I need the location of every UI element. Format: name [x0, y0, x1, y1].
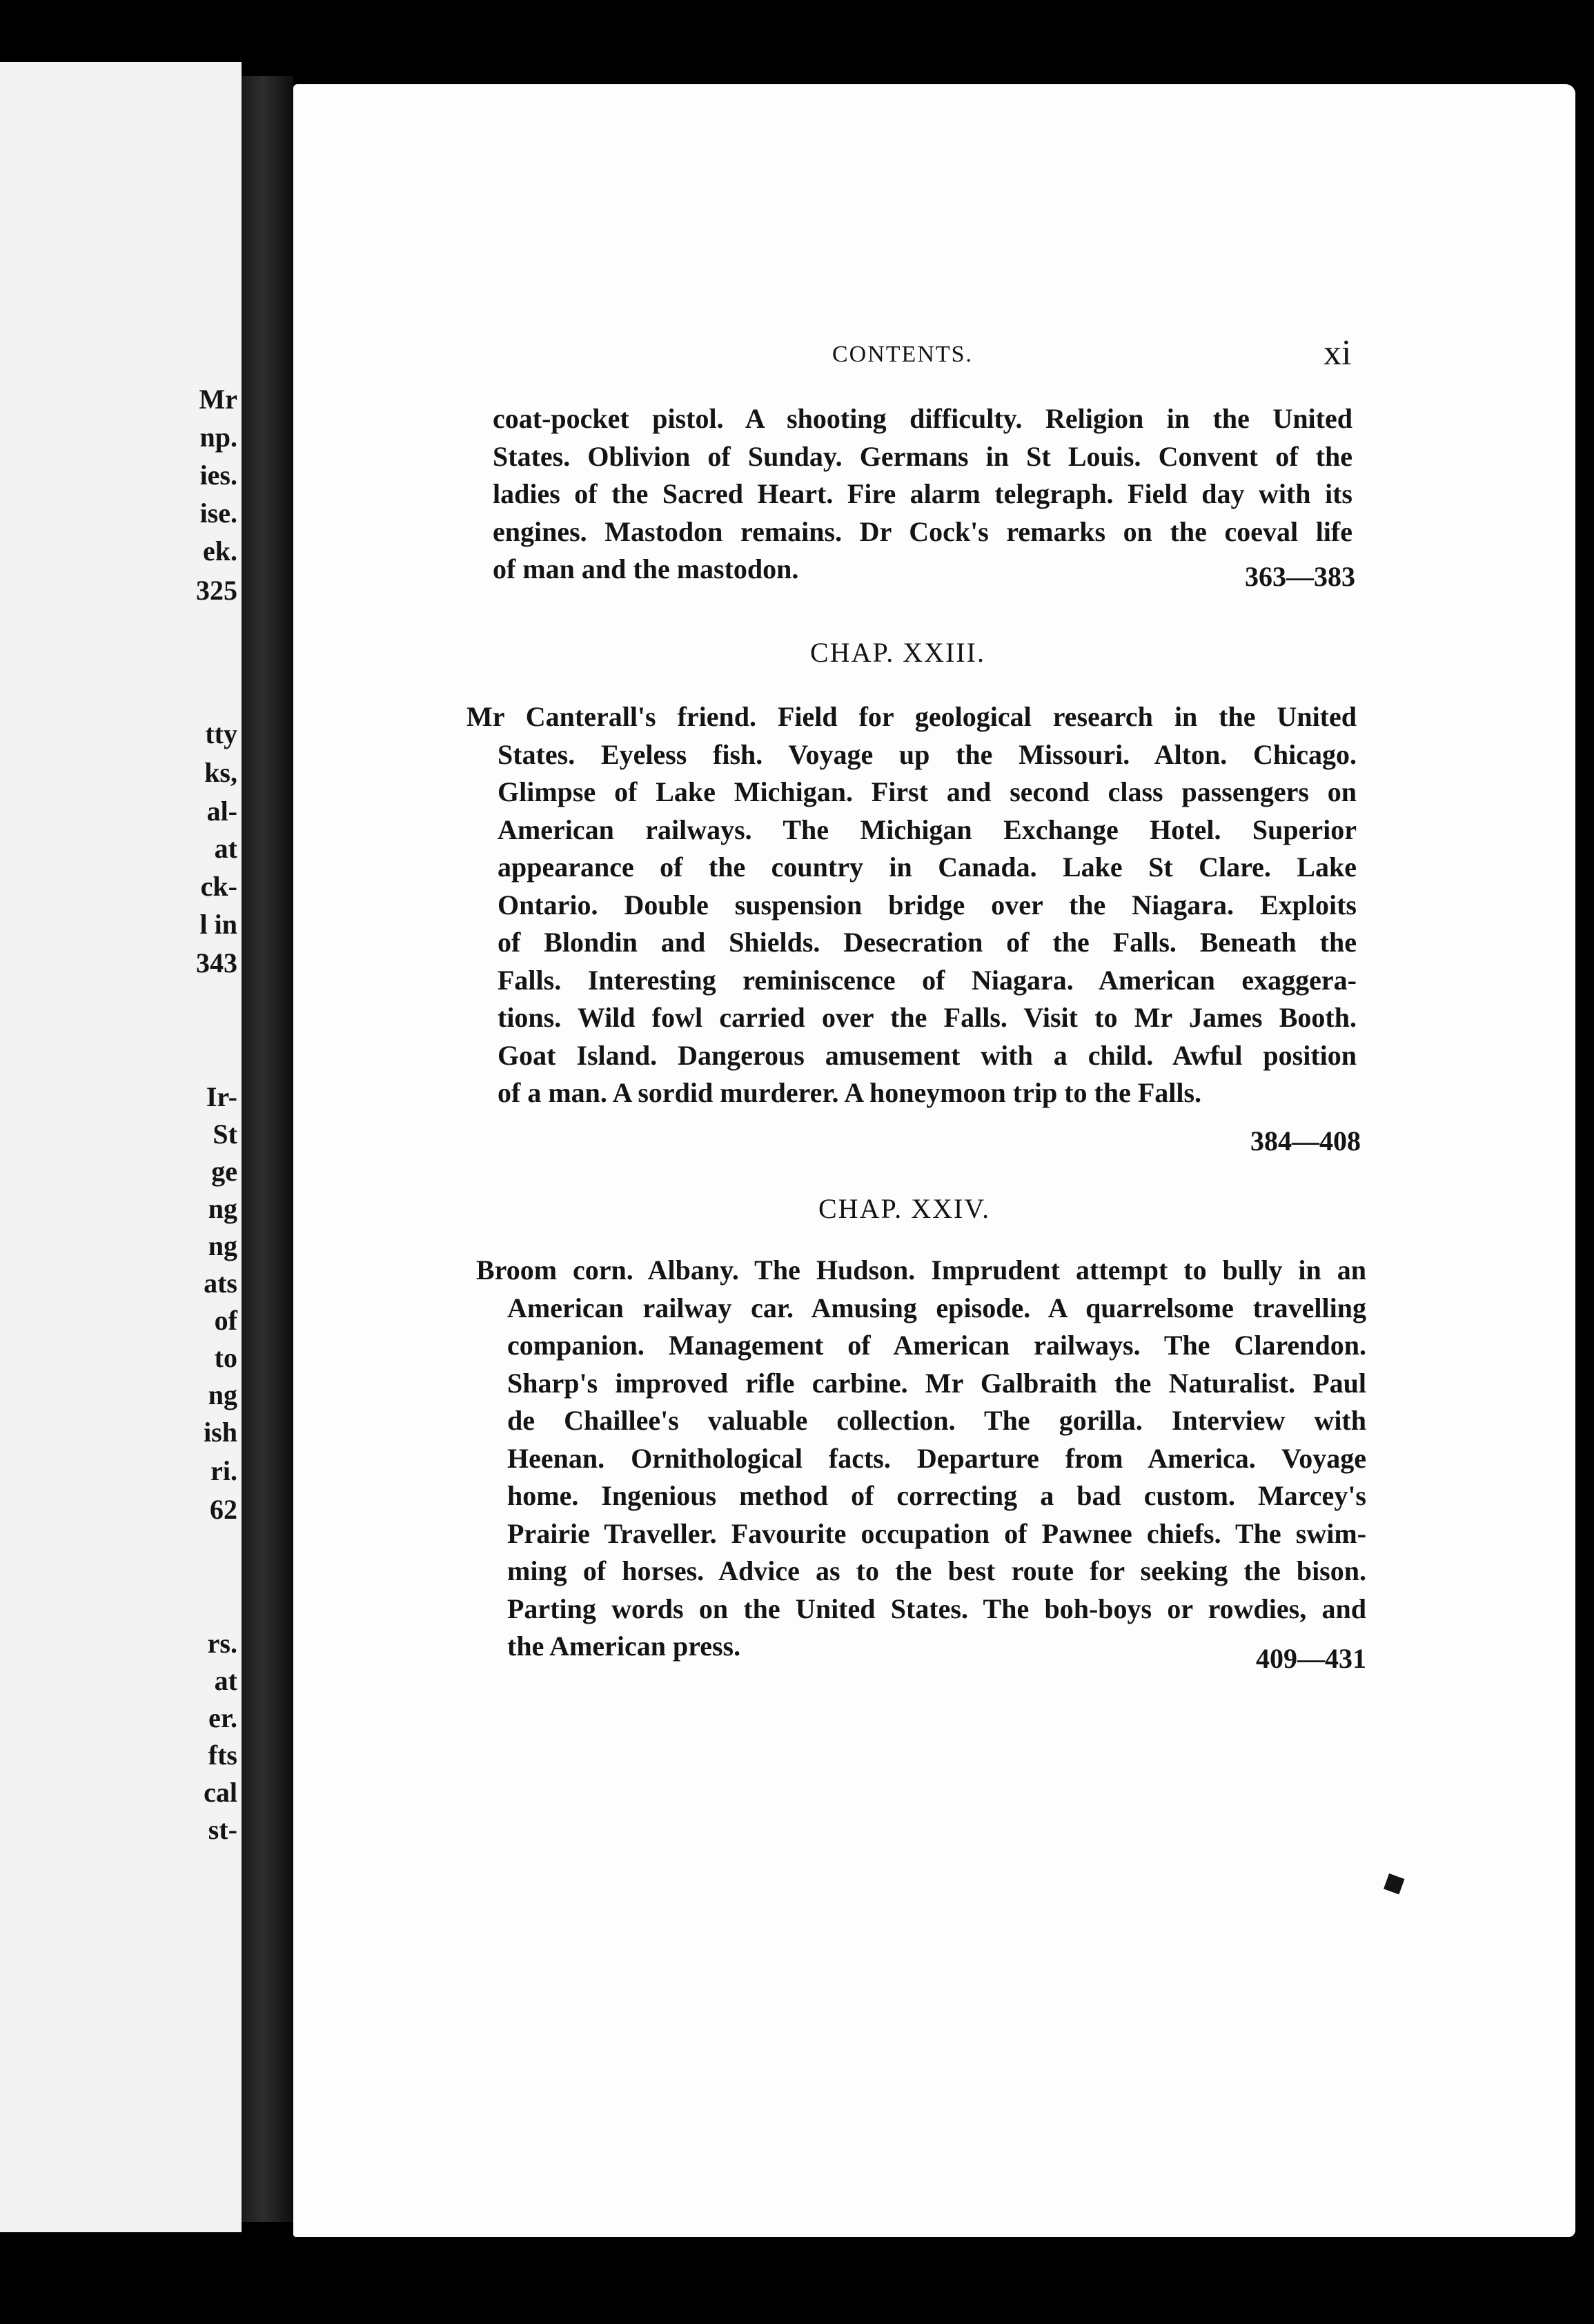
chapter-summary	[466, 698, 1357, 1112]
running-header: CONTENTS.	[832, 342, 974, 367]
summary-line: companion. Management of American railways. The Clarendon.	[507, 1330, 1366, 1361]
facing-page-text-fragment: rs.	[207, 1628, 237, 1659]
facing-page-text-fragment: 62	[210, 1494, 237, 1525]
summary-line: Glimpse of Lake Michigan. First and second class passengers on	[498, 776, 1357, 807]
facing-page-text-fragment: Mr	[199, 384, 237, 415]
summary-line: American railway car. Amusing episode. A quarrelsome travelling	[507, 1292, 1366, 1323]
facing-page-text-fragment: ri.	[210, 1455, 237, 1486]
chapter-heading: CHAP. XXIV.	[818, 1193, 991, 1224]
facing-page-text-fragment: ek.	[203, 535, 237, 567]
summary-line: of man and the mastodon.	[493, 553, 799, 584]
summary-line: States. Oblivion of Sunday. Germans in St Louis. Convent of the	[493, 440, 1352, 472]
summary-line: Ontario. Double suspension bridge over the Niagara. Exploits	[498, 889, 1357, 920]
chapter-summary	[493, 400, 1352, 589]
facing-page-text-fragment: ish	[204, 1417, 237, 1448]
facing-page-text-fragment: at	[214, 1665, 237, 1696]
summary-line: Broom corn. Albany. The Hudson. Imprudent attempt to bully in an	[476, 1254, 1366, 1286]
summary-line: the American press.	[507, 1631, 741, 1662]
summary-line: Prairie Traveller. Favourite occupation of Pawnee chiefs. The swim-	[507, 1517, 1366, 1549]
summary-line: American railways. The Michigan Exchange Hotel. Superior	[498, 814, 1357, 845]
chapter-summary	[476, 1252, 1366, 1666]
facing-page-text-fragment: al-	[206, 796, 237, 827]
summary-line: States. Eyeless fish. Voyage up the Missouri. Alton. Chicago.	[498, 738, 1357, 770]
facing-page-text-fragment: st-	[208, 1814, 237, 1845]
summary-line: Falls. Interesting reminiscence of Niagara. American exaggera-	[498, 964, 1357, 996]
facing-page-text-fragment: ge	[211, 1156, 237, 1187]
summary-line: Heenan. Ornithological facts. Departure from America. Voyage	[507, 1442, 1366, 1474]
facing-page-text-fragment: ng	[208, 1379, 237, 1410]
summary-line: Sharp's improved rifle carbine. Mr Galbraith the Naturalist. Paul	[507, 1367, 1366, 1399]
facing-page-text-fragment: tty	[205, 718, 237, 749]
facing-page-text-fragment: ks,	[204, 757, 237, 788]
facing-page-text-fragment: ng	[208, 1193, 237, 1224]
facing-page-text-fragment: St	[213, 1119, 237, 1150]
facing-page-text-fragment: of	[214, 1305, 237, 1336]
facing-page-text-fragment: ies.	[199, 460, 237, 491]
summary-line: appearance of the country in Canada. Lake St Clare. Lake	[498, 851, 1357, 883]
page-range: 384—408	[1250, 1125, 1361, 1156]
page-range: 363—383	[1245, 561, 1355, 592]
facing-page-text-fragment: cal	[204, 1777, 237, 1808]
ink-blot-mark: ◆	[1375, 1862, 1411, 1902]
summary-line: Mr Canterall's friend. Field for geological research in the United	[466, 701, 1357, 732]
facing-page-text-fragment: 343	[196, 947, 237, 978]
summary-line: of a man. A sordid murderer. A honeymoon trip to the Falls.	[498, 1077, 1202, 1108]
page-range: 409—431	[1256, 1643, 1366, 1674]
summary-line: engines. Mastodon remains. Dr Cock's remarks on the coeval life	[493, 515, 1352, 547]
page-number: xi	[1324, 333, 1352, 373]
facing-page-text-fragment: np.	[199, 422, 237, 453]
facing-page-text-fragment: l in	[199, 909, 237, 940]
summary-line: Goat Island. Dangerous amusement with a child. Awful position	[498, 1039, 1357, 1071]
facing-page-text-fragment: ck-	[200, 871, 237, 902]
facing-page-text-fragment: at	[214, 833, 237, 864]
book-gutter	[242, 76, 293, 2222]
facing-page-text-fragment: to	[214, 1342, 237, 1373]
facing-page-text-fragment: Ir-	[206, 1081, 237, 1112]
summary-line: home. Ingenious method of correcting a bad custom. Marcey's	[507, 1480, 1366, 1511]
summary-line: de Chaillee's valuable collection. The gorilla. Interview with	[507, 1405, 1366, 1436]
facing-page-fragment	[0, 62, 242, 2232]
facing-page-text-fragment: ats	[204, 1268, 237, 1299]
facing-page-text-fragment: ise.	[199, 498, 237, 529]
facing-page-text-fragment: 325	[196, 575, 237, 606]
facing-page-text-fragment: ng	[208, 1230, 237, 1261]
summary-line: of Blondin and Shields. Desecration of the Falls. Beneath the	[498, 927, 1357, 958]
chapter-heading: CHAP. XXIII.	[810, 637, 985, 668]
facing-page-text-fragment: fts	[208, 1740, 237, 1771]
summary-line: ming of horses. Advice as to the best route for seeking the bison.	[507, 1555, 1366, 1586]
summary-line: coat-pocket pistol. A shooting difficulty. Religion in the United	[493, 403, 1352, 434]
summary-line: ladies of the Sacred Heart. Fire alarm telegraph. Field day with its	[493, 478, 1352, 509]
facing-page-text-fragment: er.	[208, 1702, 237, 1733]
summary-line: Parting words on the United States. The boh-boys or rowdies, and	[507, 1593, 1366, 1624]
summary-line: tions. Wild fowl carried over the Falls. Visit to Mr James Booth.	[498, 1002, 1357, 1033]
